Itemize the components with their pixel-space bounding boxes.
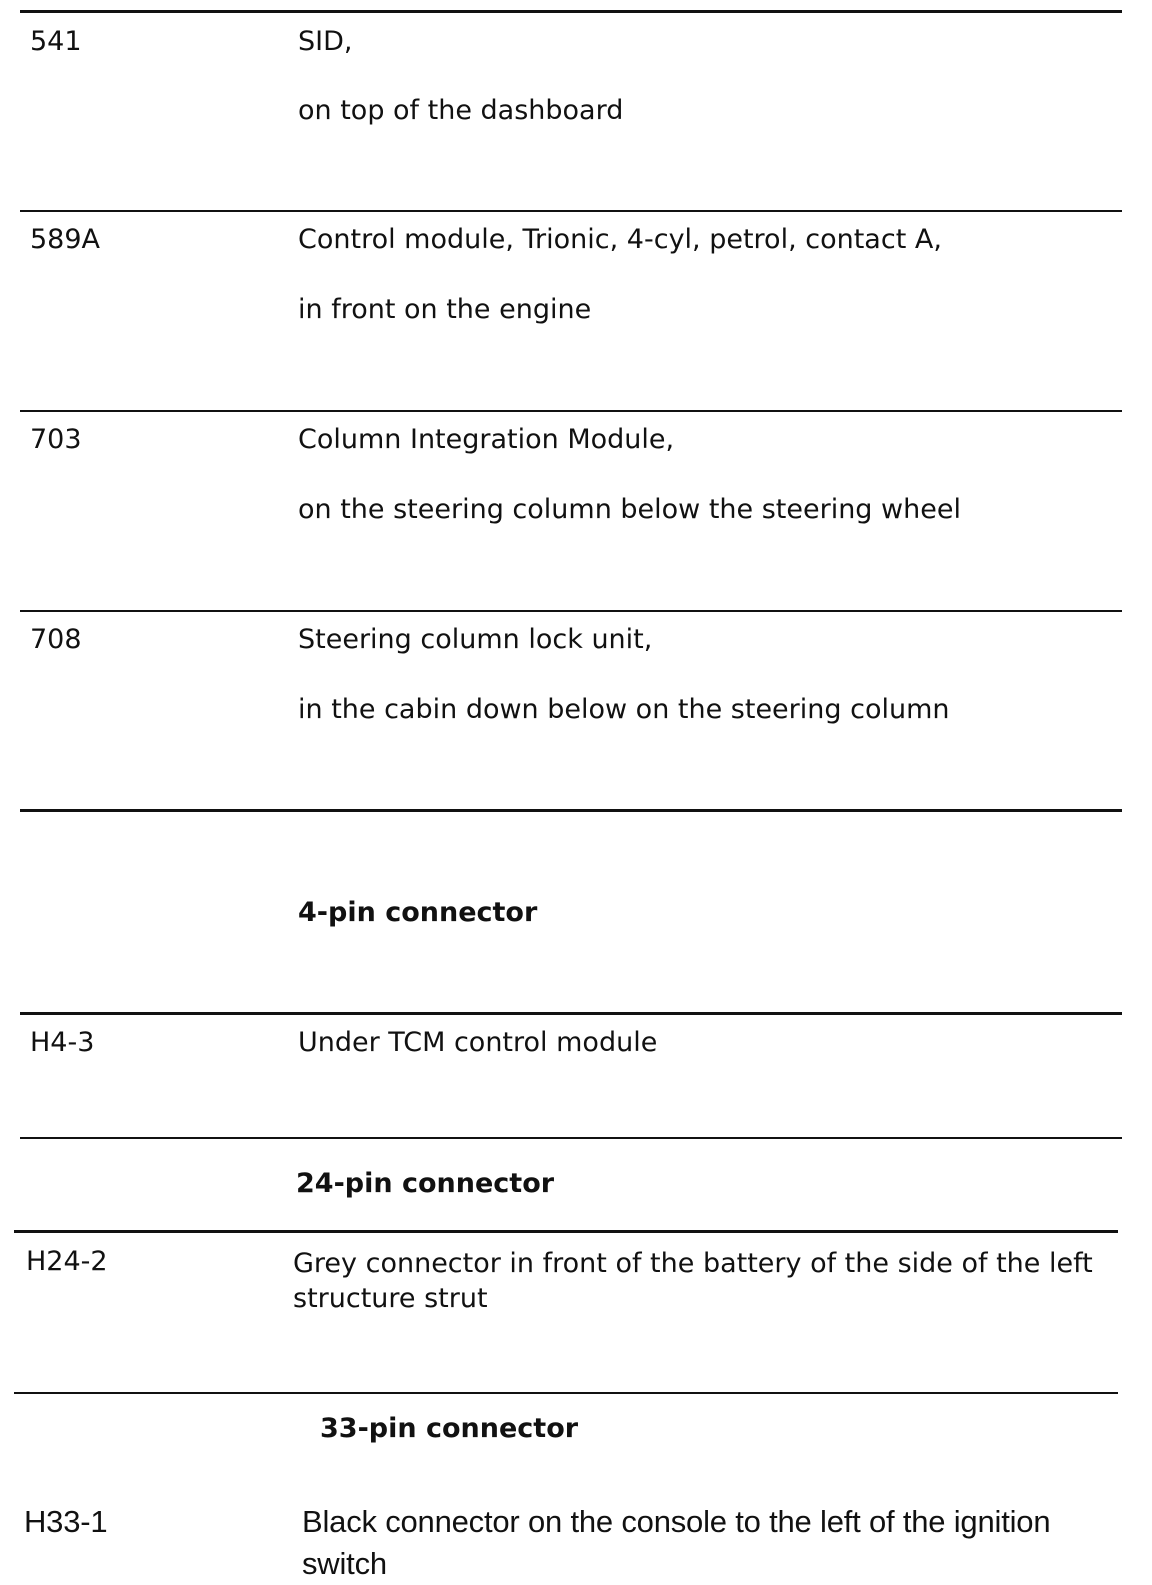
component-code: 589A bbox=[30, 224, 101, 255]
table-divider bbox=[20, 809, 1122, 812]
component-name: Control module, Trionic, 4-cyl, petrol, contact A, bbox=[298, 224, 942, 255]
component-location: in the cabin down below on the steering column bbox=[298, 694, 950, 725]
component-name: Column Integration Module, bbox=[298, 424, 675, 455]
component-location: on the steering column below the steering wheel bbox=[298, 494, 961, 525]
section-heading: 24-pin connector bbox=[296, 1168, 555, 1199]
connector-location: Black connector on the console to the left of the ignition switch bbox=[302, 1504, 1051, 1581]
component-code: 708 bbox=[30, 624, 82, 655]
connector-code: H4-3 bbox=[30, 1027, 95, 1058]
table-divider bbox=[20, 1137, 1122, 1139]
connector-location: Grey connector in front of the battery of the side of the left structure strut bbox=[293, 1248, 1093, 1314]
component-code: 541 bbox=[30, 26, 82, 57]
table-divider bbox=[20, 610, 1122, 612]
component-name: SID, bbox=[298, 26, 353, 57]
connector-location: Under TCM control module bbox=[298, 1027, 658, 1058]
connector-code: H33-1 bbox=[24, 1504, 108, 1539]
table-divider bbox=[20, 1012, 1122, 1015]
table-divider bbox=[14, 1392, 1118, 1394]
component-name: Steering column lock unit, bbox=[298, 624, 653, 655]
connector-code: H24-2 bbox=[26, 1246, 108, 1277]
component-location: on top of the dashboard bbox=[298, 95, 624, 126]
table-divider bbox=[20, 10, 1122, 13]
table-divider bbox=[14, 1230, 1118, 1233]
table-divider bbox=[20, 210, 1122, 212]
section-heading: 33-pin connector bbox=[320, 1413, 579, 1444]
table-divider bbox=[20, 410, 1122, 412]
component-code: 703 bbox=[30, 424, 82, 455]
component-location: in front on the engine bbox=[298, 294, 592, 325]
section-heading: 4-pin connector bbox=[298, 897, 538, 928]
